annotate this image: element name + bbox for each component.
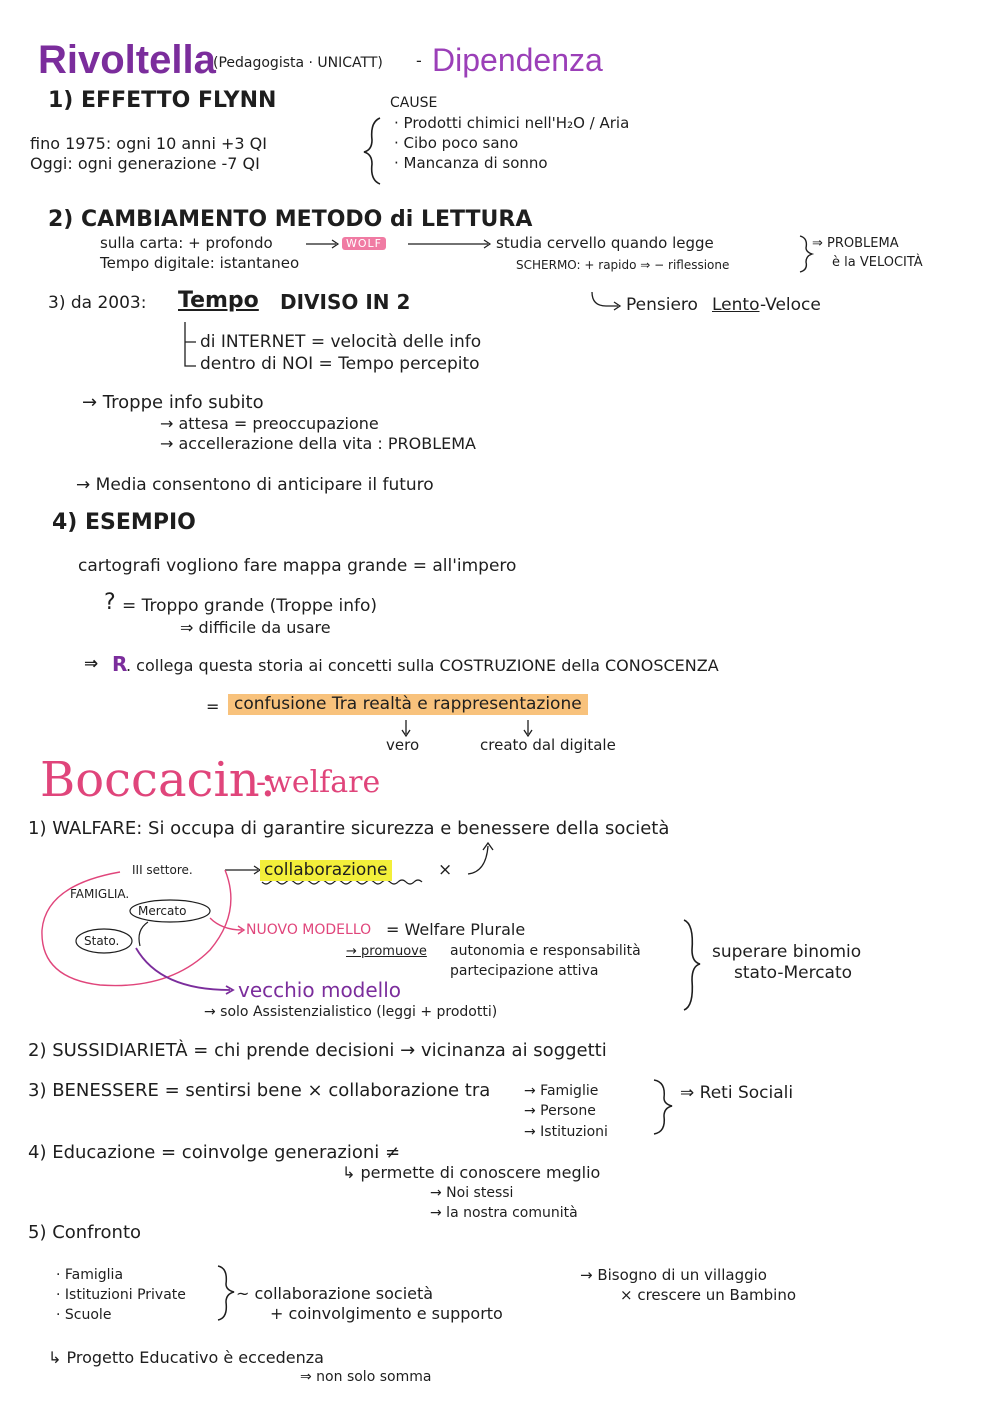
autonomia-line: autonomia e responsabilità — [450, 943, 641, 959]
problema-line-1: ⇒ PROBLEMA — [812, 236, 899, 251]
tempo-prefix: 3) da 2003: — [48, 293, 147, 313]
nuovo-modello-label: NUOVO MODELLO — [246, 922, 372, 938]
terzo-settore-label: III settore. — [132, 863, 193, 877]
confronto-heading: 5) Confronto — [28, 1222, 142, 1243]
difficile-line: ⇒ difficile da usare — [180, 618, 331, 637]
villaggio-line-2: × crescere un Bambino — [620, 1286, 797, 1304]
question-mark: ? — [104, 590, 116, 615]
confronto-item: · Istituzioni Private — [56, 1287, 186, 1303]
cause-item: · Mancanza di sonno — [394, 154, 548, 172]
educazione-line: 4) Educazione = coinvolge generazioni ≠ — [28, 1142, 401, 1163]
sussidiarieta-line: 2) SUSSIDIARIETÀ = chi prende decisioni → vicinanza ai soggetti — [28, 1040, 607, 1061]
non-solo-somma-line: ⇒ non solo somma — [300, 1369, 432, 1385]
partecipazione-line: partecipazione attiva — [450, 963, 599, 979]
diviso-heading: DIVISO IN 2 — [280, 290, 411, 314]
accellerazione-line: → accellerazione della vita : PROBLEMA — [160, 434, 476, 453]
carta-line: sulla carta: + profondo — [100, 234, 273, 252]
benessere-line: 3) BENESSERE = sentirsi bene × collaborazione tra — [28, 1080, 491, 1101]
causes-heading: CAUSE — [390, 95, 438, 111]
veloce-label: -Veloce — [760, 295, 821, 315]
r-letter: R — [112, 652, 128, 676]
assistenzialistico-line: → solo Assistenzialistico (leggi + prodotti) — [204, 1004, 498, 1020]
confusione-highlight: confusione Tra realtà e rappresentazione — [228, 694, 588, 715]
cause-item: · Cibo poco sano — [394, 134, 519, 152]
tempo-word: Tempo — [178, 288, 259, 313]
confusione-eq: = — [206, 697, 220, 716]
reti-sociali-label: ⇒ Reti Sociali — [680, 1083, 794, 1103]
boccacin-topic: -welfare — [256, 765, 381, 800]
rivoltella-title: Rivoltella — [38, 38, 216, 82]
rivoltella-topic: Dipendenza — [432, 42, 603, 78]
collaborazione-highlight: collaborazione — [260, 860, 392, 881]
troppe-info-line: → Troppe info subito — [82, 392, 264, 413]
r-arrow: ⇒ — [84, 654, 99, 674]
pensiero-label: Pensiero — [626, 295, 698, 315]
flynn-line-2: Oggi: ogni generazione -7 QI — [30, 154, 260, 173]
internet-line: di INTERNET = velocità delle info — [200, 332, 482, 352]
schermo-line: SCHERMO: + rapido ⇒ − riflessione — [516, 258, 730, 272]
media-line: → Media consentono di anticipare il futuro — [76, 475, 434, 495]
problema-line-2: è la VELOCITÀ — [832, 255, 923, 270]
noi-line: dentro di NOI = Tempo percepito — [200, 354, 480, 374]
mercato-label: Mercato — [138, 904, 187, 918]
wolf-highlight: WOLF — [342, 237, 386, 250]
progetto-educativo-line: ↳ Progetto Educativo è eccedenza — [48, 1348, 324, 1367]
villaggio-line-1: → Bisogno di un villaggio — [580, 1266, 767, 1284]
superare-line-2: stato-Mercato — [734, 963, 853, 983]
vecchio-modello-label: vecchio modello — [238, 978, 402, 1002]
coinvolgimento-line: + coinvolgimento e supporto — [270, 1304, 503, 1323]
flynn-line-1: fino 1975: ogni 10 anni +3 QI — [30, 134, 267, 153]
benessere-item: → Famiglie — [524, 1083, 599, 1099]
lettura-heading: 2) CAMBIAMENTO METODO di LETTURA — [48, 207, 533, 232]
creato-label: creato dal digitale — [480, 736, 616, 754]
cause-item: · Prodotti chimici nell'H₂O / Aria — [394, 114, 630, 132]
vero-label: vero — [386, 736, 420, 754]
collaborazione-x: × — [438, 860, 453, 880]
promuove-label: → promuove — [346, 944, 427, 959]
studia-line: studia cervello quando legge — [496, 234, 714, 252]
benessere-item: → Persone — [524, 1103, 596, 1119]
noi-stessi-line: → Noi stessi — [430, 1185, 514, 1201]
rivoltella-dash: - — [416, 51, 422, 70]
boccacin-title: Boccacin: — [40, 752, 276, 808]
stato-label: Stato. — [84, 934, 120, 948]
attesa-line: → attesa = preoccupazione — [160, 414, 379, 433]
welfare-plurale-label: = Welfare Plurale — [386, 920, 526, 939]
cartografi-line: cartografi vogliono fare mappa grande = all'impero — [78, 556, 517, 576]
esempio-heading: 4) ESEMPIO — [52, 510, 196, 535]
confronto-item: · Famiglia — [56, 1267, 124, 1283]
troppo-grande-line: = Troppo grande (Troppe info) — [122, 596, 378, 616]
famiglia-label: FAMIGLIA. — [70, 887, 130, 901]
superare-line-1: superare binomio — [712, 942, 862, 962]
lento-label: Lento — [712, 295, 760, 315]
permette-line: ↳ permette di conoscere meglio — [342, 1163, 601, 1182]
comunita-line: → la nostra comunità — [430, 1205, 578, 1221]
benessere-item: → Istituzioni — [524, 1124, 608, 1140]
r-line: . collega questa storia ai concetti sulla COSTRUZIONE della CONOSCENZA — [126, 656, 719, 675]
welfare-definition: 1) WALFARE: Si occupa di garantire sicurezza e benessere della società — [28, 818, 670, 839]
collaborazione-societa-line: ~ collaborazione società — [236, 1284, 434, 1303]
digitale-line: Tempo digitale: istantaneo — [100, 254, 300, 272]
rivoltella-subtitle: (Pedagogista · UNICATT) — [213, 55, 383, 71]
effetto-flynn-heading: 1) EFFETTO FLYNN — [48, 88, 277, 113]
confronto-item: · Scuole — [56, 1307, 112, 1323]
